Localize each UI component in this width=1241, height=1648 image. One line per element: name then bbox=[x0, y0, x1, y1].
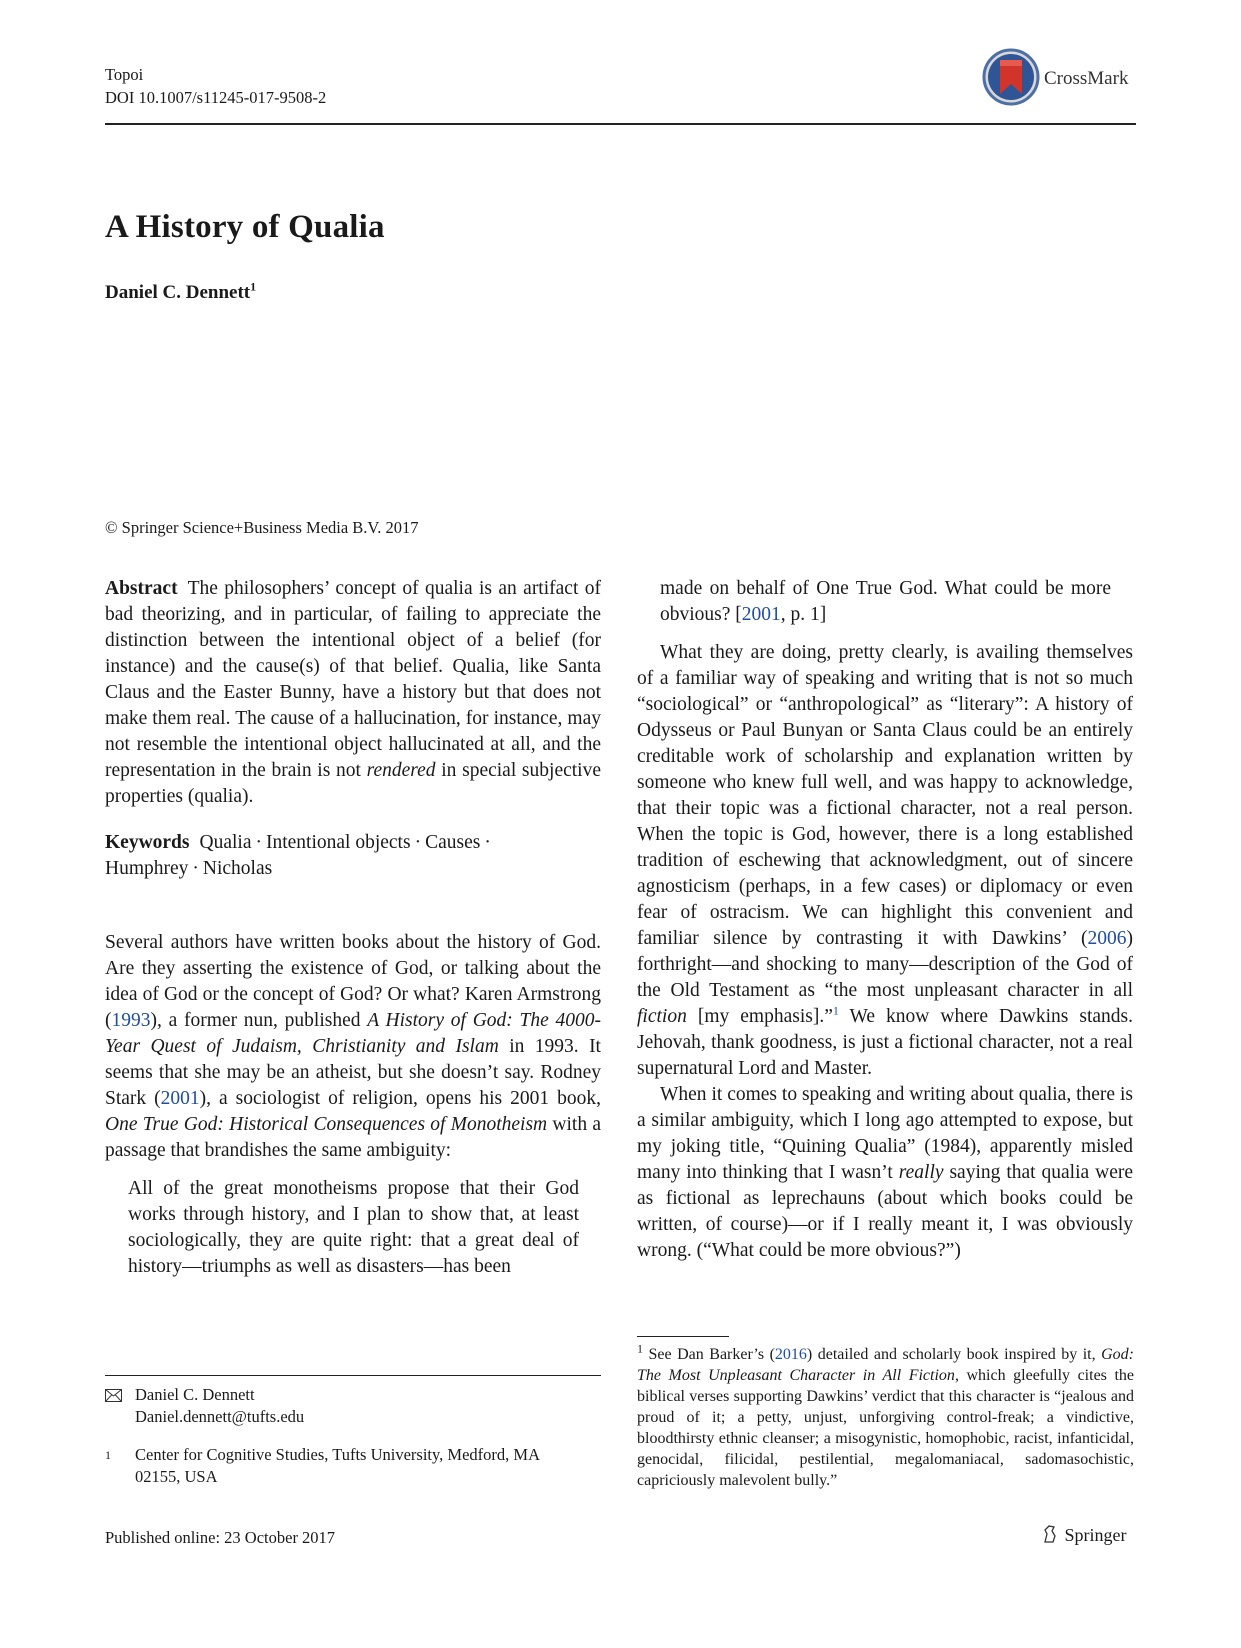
footnote-marker[interactable]: 1 bbox=[832, 1003, 839, 1018]
publication-date: Published online: 23 October 2017 bbox=[105, 1528, 336, 1547]
citation-link[interactable]: 2001 bbox=[741, 604, 781, 625]
doi: DOI 10.1007/s11245-017-9508-2 bbox=[105, 88, 327, 107]
crossmark-badge[interactable] bbox=[982, 48, 1142, 108]
abstract: Abstract The philosophers’ concept of qualia is an artifact of bad theorizing, and in particular, of failing to appreciate the distinction between the intentional object of a belief (for instance) and the cause(s) of that belief. Qualia, like Santa Claus and the Easter Bunny, have a history but that does not make them real. The cause of a hallucination, for instance, may not resemble the intentional object hallucinated at all, and the representation in the brain is not rendered in special subjective properties (qualia). bbox=[105, 578, 601, 807]
keyword: Nicholas bbox=[202, 858, 273, 879]
publisher-logo bbox=[1040, 1524, 1127, 1546]
springer-horse-icon bbox=[1040, 1524, 1060, 1544]
citation-link[interactable]: 2006 bbox=[1087, 928, 1127, 949]
block-quote: All of the great monotheisms propose that their God works through history, and I plan to show that, at least sociologically, they are quite right: that a great deal of history—triumphs as well as disasters—has been bbox=[128, 1178, 579, 1277]
block-quote-continued: made on behalf of One True God. What could be more obvious? [2001, p. 1] bbox=[660, 578, 1111, 625]
footnote: $^1$ See Dan Barker’s (2016) detailed and scholarly book inspired by it, God: The Most Unpleasant Character in All Fiction, which gleefully cites the biblical verses supporting Dawkins’ verdict that this character is “jealous and proud of it; a petty, unjust, unforgiving control-freak; a vindictive, bloodthirsty ethnic cleanser; a misogynistic, homophobic, racist, infanticidal, genocidal, filicidal, pestilential, megalomaniacal, sadomasochistic, capriciously malevolent bully.” bbox=[637, 1341, 1135, 1489]
body-paragraph: When it comes to speaking and writing about qualia, there is a similar ambiguity, which I long ago attempted to expose, but my joking title, “Quining Qualia” (1984), apparently misled many into thinking that I wasn’t really saying that qualia were as fictional as leprechauns (about which books could be written, of course)—or if I really meant it, I was obviously wrong. (“What could be more obvious?”) bbox=[637, 1084, 1134, 1261]
keyword: Qualia bbox=[199, 832, 252, 853]
body-paragraph: What they are doing, pretty clearly, is availing themselves of a familiar way of speaking and writing that is not so much “sociological” or “anthropological” as “literary”: A history of Odysseus or Paul Bunyan or Santa Claus could be an entirely creditable work of scholarship and explanation written by someone who knew full well, and was happy to acknowledge, that their topic was a fictional character, not a real person. When the topic is God, however, there is a long established tradition of eschewing that acknowledgment, out of sincere agnosticism (perhaps, in a few cases) or diplomacy or even fear of ostracism. We can highlight this convenient and familiar silence by contrasting it with Dawkins’ (2006) forthright—and shocking to many—description of the God of the Old Testament as “the most unpleasant character in all fiction [my emphasis].”$^1$ We know where Dawkins stands. Jehovah, thank goodness, is just a fictional character, not a real supernatural Lord and Master. bbox=[637, 642, 1133, 1079]
author-line bbox=[105, 279, 257, 304]
affiliation-number: 1 bbox=[105, 1448, 111, 1462]
citation-link[interactable]: 2016 bbox=[774, 1346, 807, 1363]
crossmark-icon bbox=[982, 48, 1040, 106]
keywords-label: Keywords bbox=[105, 832, 190, 853]
copyright-notice: © Springer Science+Business Media B.V. 2017 bbox=[105, 518, 419, 537]
right-column bbox=[637, 576, 1133, 1264]
affiliation-institution: Center for Cognitive Studies, Tufts University, Medford, MA 02155, USA bbox=[135, 1445, 540, 1486]
journal-name: Topoi bbox=[105, 65, 144, 84]
publisher-name: Springer bbox=[1064, 1525, 1127, 1545]
article-title: A History of Qualia bbox=[105, 209, 385, 245]
left-column bbox=[105, 576, 601, 1280]
citation-link[interactable]: 1993 bbox=[111, 1010, 151, 1031]
keyword: Causes bbox=[425, 832, 481, 853]
keywords: Keywords Qualia · Intentional objects · Causes · Humphrey · Nicholas bbox=[105, 832, 491, 879]
citation-link[interactable]: 2001 bbox=[160, 1088, 200, 1109]
corresponding-author-email[interactable]: Daniel.dennett@tufts.edu bbox=[135, 1407, 305, 1426]
abstract-label: Abstract bbox=[105, 578, 178, 599]
corresponding-author-name: Daniel C. Dennett bbox=[135, 1385, 255, 1404]
header-rule bbox=[105, 123, 1136, 125]
envelope-icon bbox=[105, 1386, 122, 1408]
footnote-rule bbox=[637, 1336, 729, 1337]
author-affiliation-marker: 1 bbox=[250, 279, 257, 294]
body-paragraph: Several authors have written books about the history of God. Are they asserting the existence of God, or talking about the idea of God or the concept of God? Or what? Karen Armstrong (1993), a former nun, published A History of God: The 4000-Year Quest of Judaism, Christianity and Islam in 1993. It seems that she may be an atheist, but she doesn’t say. Rodney Stark (2001), a sociologist of religion, opens his 2001 book, One True God: Historical Consequences of Monotheism with a passage that brandishes the same ambiguity: bbox=[105, 932, 601, 1161]
keyword: Humphrey bbox=[105, 858, 189, 879]
crossmark-label: CrossMark bbox=[1044, 68, 1129, 89]
corresponding-author bbox=[105, 1384, 601, 1430]
affiliation bbox=[105, 1444, 601, 1490]
footnote-number: 1 bbox=[637, 1341, 643, 1356]
author-name: Daniel C. Dennett bbox=[105, 282, 251, 303]
keyword: Intentional objects bbox=[265, 832, 411, 853]
affiliation-rule bbox=[105, 1375, 601, 1376]
